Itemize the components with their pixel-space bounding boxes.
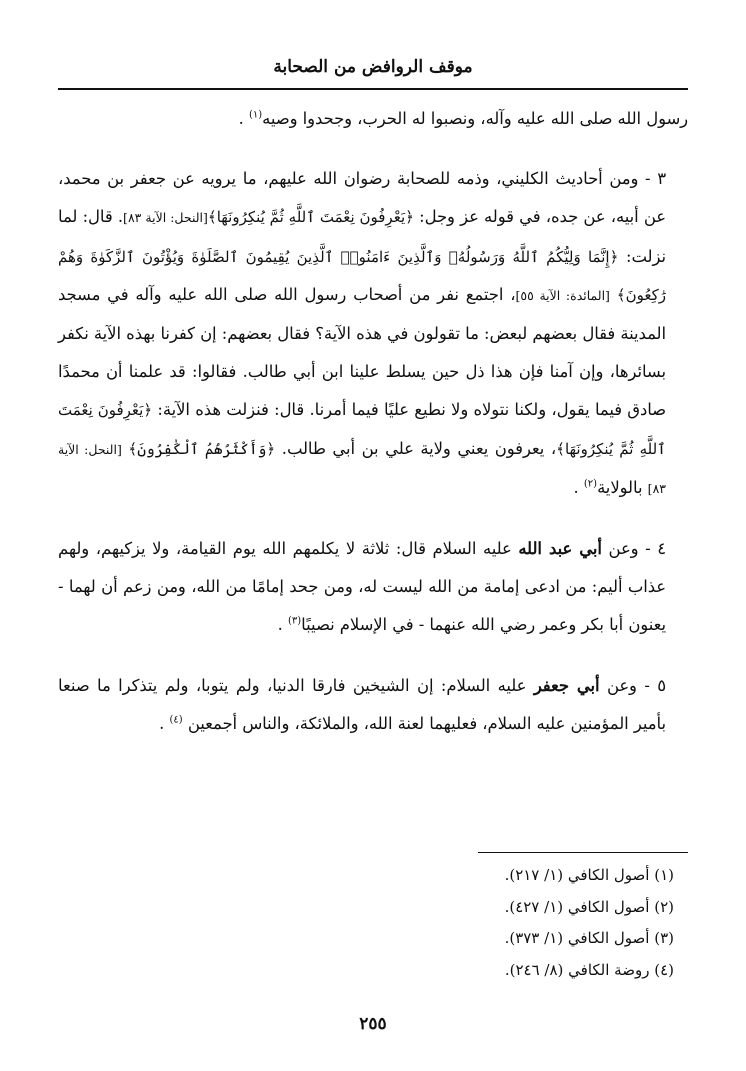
p3-text-b: . قال: لما نزلت: xyxy=(58,207,666,266)
p3-quran-4: ﴿وَأَكْثَرُهُمُ ٱلْكَٰفِرُونَ﴾ xyxy=(128,439,276,458)
p5-number: ٥ - وعن xyxy=(606,675,667,695)
paragraph-5 xyxy=(58,667,688,743)
footnote-ref-1: (١) xyxy=(248,109,263,121)
p3-text-d: ، يعرفون يعني ولاية علي بن أبي طالب. xyxy=(281,438,557,458)
footnotes xyxy=(58,860,674,986)
p3-ref-1: [النحل: الآية ٨٣] xyxy=(123,210,208,226)
p3-quran-1: ﴿يَعْرِفُونَ نِعْمَتَ ٱللَّهِ ثُمَّ يُنكِرُونَهَا﴾ xyxy=(207,208,414,227)
footnote-rule xyxy=(478,852,688,853)
p3-end: . xyxy=(573,477,579,497)
footnote-1: (١) أصول الكافي (١/ ٢١٧). xyxy=(504,866,674,884)
p4-text: عليه السلام قال: ثلاثة لا يكلمهم الله يوم القيامة، ولا يزكيهم، ولهم عذاب أليم: من ادعى إمامة من الله ليست له، ومن جحد إمامًا من الله، ومن زعم أن لهما - يعنون أبا بكر وعمر رضي الله عنهما - في الإسلام نصيبًا xyxy=(58,539,666,635)
p3-text-c: ، اجتمع نفر من أصحاب رسول الله صلى الله عليه وآله في مسجد المدينة فقال بعضهم لبعض: ما تقولون في هذه الآية؟ فقال بعضهم: إن كفرنا بهذه الآية نكفر بسائرها، وإن آمنا فإن هذا ذل حين يسلط علينا ابن أبي طالب. فقالوا: قد علمنا أن محمدًا صادق فيما يقول، ولكنا نتولاه ولا نطيع عليًا فيما أمرنا. قال: فنزلت هذه الآية: xyxy=(58,284,666,420)
p3-ref-2: [المائدة: الآية ٥٥] xyxy=(515,287,610,303)
p3-text-e: بالولاية xyxy=(597,477,643,497)
p5-name: أبي جعفر xyxy=(533,675,600,695)
header-rule xyxy=(58,88,688,90)
intro-paragraph xyxy=(58,100,688,138)
p3-ref-4: [النحل: الآية ٨٣] xyxy=(58,441,666,496)
footnote-2: (٢) أصول الكافي (١/ ٤٢٧). xyxy=(504,897,674,916)
paragraph-3 xyxy=(58,160,688,508)
footnote-ref-4: (٤) xyxy=(169,714,183,726)
p4-name: أبي عبد الله xyxy=(518,539,602,559)
footnote-3: (٣) أصول الكافي (١/ ٣٧٣). xyxy=(504,929,674,947)
running-header: موقف الروافض من الصحابة xyxy=(273,57,473,77)
footnote-4: (٤) روضة الكافي (٨/ ٢٤٦). xyxy=(504,960,674,979)
page-number: ٢٥٥ xyxy=(359,1014,387,1034)
footnote-ref-3: (٣) xyxy=(287,616,302,628)
p5-text: عليه السلام: إن الشيخين فارقا الدنيا، ولم يتوبا، ولم يتذكرا ما صنعا بأمير المؤمنين عليه السلام، فعليهما لعنة الله، والملائكة، والناس أجمعين xyxy=(58,675,666,733)
p3-quran-3: ﴿يَعْرِفُونَ نِعْمَتَ ٱللَّهِ ثُمَّ يُنكِرُونَهَا﴾ xyxy=(58,401,666,458)
intro-text: رسول الله صلى الله عليه وآله، ونصبوا له الحرب، وجحدوا وصيه xyxy=(262,109,688,128)
intro-end: . xyxy=(238,109,244,128)
p4-end: . xyxy=(277,615,283,635)
book-page xyxy=(58,0,688,1071)
p5-end: . xyxy=(159,713,165,733)
body-text xyxy=(58,100,688,743)
p4-number: ٤ - وعن xyxy=(608,539,666,559)
paragraph-4 xyxy=(58,530,688,645)
p3-text-a: ٣ - ومن أحاديث الكليني، وذمه للصحابة رضوان الله عليهم، ما يرويه عن جعفر بن محمد، عن أبيه، عن جده، في قوله عز وجل: xyxy=(58,169,667,227)
p3-quran-2: ﴿إِنَّمَا وَلِيُّكُمُ ٱللَّهُ وَرَسُولُهُۥ وَٱلَّذِينَ ءَامَنُوا۟ ٱلَّذِينَ يُقِيمُونَ ٱلصَّلَوٰةَ وَيُؤْتُونَ ٱلزَّكَوٰةَ وَهُمْ رَٰكِعُونَ﴾ xyxy=(58,247,666,304)
footnote-ref-2: (٢) xyxy=(583,478,598,490)
